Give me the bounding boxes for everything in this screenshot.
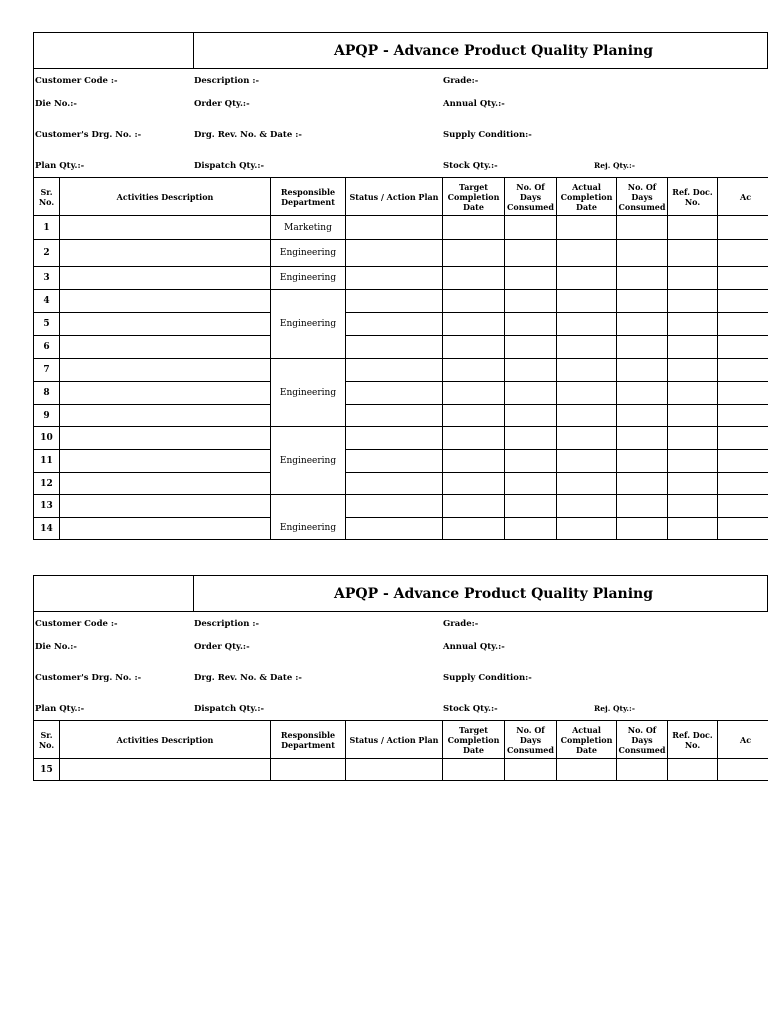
table-row — [34, 473, 768, 495]
apqp-sheet-2 — [33, 575, 768, 781]
grade-label: Grade:- — [443, 619, 479, 629]
table-cell[interactable] — [505, 405, 557, 427]
table-cell[interactable] — [668, 359, 718, 382]
activity-cell[interactable] — [60, 427, 271, 450]
apqp-sheet-1 — [33, 32, 768, 540]
table-cell[interactable] — [557, 473, 617, 495]
table-cell[interactable] — [443, 405, 505, 427]
sr-no-cell: 5 — [34, 313, 60, 336]
table-cell[interactable] — [505, 240, 557, 267]
title-row — [33, 32, 768, 69]
table-row — [34, 450, 768, 473]
logo-cell — [34, 33, 194, 68]
col-activities: Activities Description — [60, 178, 271, 216]
customer-code-label: Customer Code :- — [35, 76, 118, 86]
table-cell[interactable] — [443, 427, 505, 450]
sr-no-cell: 10 — [34, 427, 60, 450]
table-cell[interactable] — [718, 240, 768, 267]
table-cell[interactable] — [617, 518, 668, 540]
table-row — [34, 495, 768, 518]
col-actual-date: Actual Completion Date — [557, 721, 617, 759]
table-cell[interactable] — [557, 267, 617, 290]
grade-label: Grade:- — [443, 76, 479, 86]
responsible-cell: Engineering — [271, 240, 346, 267]
table-cell[interactable] — [557, 216, 617, 240]
table-cell[interactable] — [718, 267, 768, 290]
responsible-cell: Engineering — [271, 267, 346, 290]
table-cell[interactable] — [443, 450, 505, 473]
customer-drg-no-label: Customer's Drg. No. :- — [35, 130, 142, 140]
activity-cell[interactable] — [60, 405, 271, 427]
table-row — [34, 359, 768, 382]
table-row — [34, 240, 768, 267]
sheet-title: APQP - Advance Product Quality Planing — [194, 33, 768, 68]
col-days-consumed-1: No. Of Days Consumed — [505, 178, 557, 216]
activity-cell[interactable] — [60, 336, 271, 359]
table-cell[interactable] — [718, 382, 768, 405]
activity-cell[interactable] — [60, 267, 271, 290]
table-cell[interactable] — [617, 359, 668, 382]
customer-drg-no-label: Customer's Drg. No. :- — [35, 673, 142, 683]
responsible-cell-merged: Engineering — [271, 290, 346, 359]
activity-table — [33, 720, 768, 781]
table-cell[interactable] — [617, 336, 668, 359]
table-row — [34, 405, 768, 427]
table-cell[interactable] — [718, 216, 768, 240]
table-cell[interactable] — [505, 359, 557, 382]
supply-condition-label: Supply Condition:- — [443, 673, 532, 683]
table-cell[interactable] — [617, 313, 668, 336]
table-cell[interactable] — [443, 216, 505, 240]
drg-rev-label: Drg. Rev. No. & Date :- — [194, 130, 302, 140]
sr-no-cell: 11 — [34, 450, 60, 473]
table-cell[interactable] — [443, 495, 505, 518]
table-cell[interactable] — [668, 313, 718, 336]
table-cell[interactable] — [557, 450, 617, 473]
table-cell[interactable] — [668, 240, 718, 267]
table-row — [34, 313, 768, 336]
activity-cell[interactable] — [60, 240, 271, 267]
table-cell[interactable] — [668, 427, 718, 450]
table-cell[interactable] — [718, 495, 768, 518]
activity-cell[interactable] — [60, 216, 271, 240]
description-label: Description :- — [194, 619, 260, 629]
col-target-date: Target Completion Date — [443, 178, 505, 216]
col-sr-no: Sr. No. — [34, 721, 60, 759]
table-cell[interactable] — [443, 359, 505, 382]
table-cell[interactable] — [346, 359, 443, 382]
supply-condition-label: Supply Condition:- — [443, 130, 532, 140]
sr-no-cell: 3 — [34, 267, 60, 290]
table-cell[interactable] — [346, 405, 443, 427]
col-responsible: Responsible Department — [271, 721, 346, 759]
table-cell[interactable] — [505, 427, 557, 450]
table-cell[interactable] — [505, 495, 557, 518]
dispatch-qty-label: Dispatch Qty.:- — [194, 161, 264, 171]
responsible-cell-merged: Engineering — [271, 495, 346, 540]
table-cell[interactable] — [668, 759, 718, 781]
table-cell[interactable] — [617, 290, 668, 313]
rej-qty-label: Rej. Qty.:- — [594, 161, 635, 170]
activity-table — [33, 177, 768, 540]
table-cell[interactable] — [617, 473, 668, 495]
sr-no-cell: 14 — [34, 518, 60, 540]
sr-no-cell: 6 — [34, 336, 60, 359]
table-cell[interactable] — [718, 336, 768, 359]
col-status: Status / Action Plan — [346, 178, 443, 216]
col-cut: Ac — [718, 178, 768, 216]
table-cell[interactable] — [718, 759, 768, 781]
table-cell[interactable] — [346, 382, 443, 405]
table-cell[interactable] — [346, 290, 443, 313]
col-actual-date: Actual Completion Date — [557, 178, 617, 216]
table-cell[interactable] — [346, 267, 443, 290]
table-cell[interactable] — [505, 313, 557, 336]
table-cell[interactable] — [617, 495, 668, 518]
col-days-consumed-2: No. Of Days Consumed — [617, 721, 668, 759]
col-days-consumed-2: No. Of Days Consumed — [617, 178, 668, 216]
sheet1-body — [34, 216, 768, 540]
table-cell[interactable] — [557, 759, 617, 781]
table-cell[interactable] — [617, 240, 668, 267]
table-cell[interactable] — [557, 290, 617, 313]
info-block — [33, 69, 768, 177]
col-ref-doc: Ref. Doc. No. — [668, 178, 718, 216]
sr-no-cell: 12 — [34, 473, 60, 495]
order-qty-label: Order Qty.:- — [194, 642, 250, 652]
table-row — [34, 336, 768, 359]
table-cell[interactable] — [557, 518, 617, 540]
table-cell[interactable] — [443, 240, 505, 267]
col-responsible: Responsible Department — [271, 178, 346, 216]
activity-cell[interactable] — [60, 518, 271, 540]
table-cell[interactable] — [505, 759, 557, 781]
table-cell[interactable] — [718, 359, 768, 382]
table-cell[interactable] — [617, 427, 668, 450]
table-cell[interactable] — [505, 518, 557, 540]
table-cell[interactable] — [443, 313, 505, 336]
table-cell[interactable] — [668, 336, 718, 359]
rej-qty-label: Rej. Qty.:- — [594, 704, 635, 713]
table-cell[interactable] — [346, 495, 443, 518]
table-cell[interactable] — [346, 427, 443, 450]
table-cell[interactable] — [668, 450, 718, 473]
table-cell[interactable] — [505, 267, 557, 290]
table-cell[interactable] — [443, 290, 505, 313]
table-cell[interactable] — [443, 518, 505, 540]
table-cell[interactable] — [557, 240, 617, 267]
header-row — [34, 178, 768, 216]
table-cell[interactable] — [718, 290, 768, 313]
table-row — [34, 427, 768, 450]
table-cell[interactable] — [718, 405, 768, 427]
table-cell[interactable] — [346, 240, 443, 267]
table-cell[interactable] — [718, 518, 768, 540]
table-cell[interactable] — [557, 405, 617, 427]
table-cell[interactable] — [557, 427, 617, 450]
responsible-cell-merged: Engineering — [271, 427, 346, 495]
table-cell[interactable] — [718, 313, 768, 336]
responsible-cell — [271, 759, 346, 781]
table-cell[interactable] — [346, 518, 443, 540]
table-cell[interactable] — [346, 450, 443, 473]
table-cell[interactable] — [346, 216, 443, 240]
table-cell[interactable] — [718, 473, 768, 495]
table-cell[interactable] — [617, 267, 668, 290]
table-cell[interactable] — [617, 759, 668, 781]
order-qty-label: Order Qty.:- — [194, 99, 250, 109]
table-cell[interactable] — [617, 450, 668, 473]
table-cell[interactable] — [505, 336, 557, 359]
table-row — [34, 759, 768, 781]
sheet-title: APQP - Advance Product Quality Planing — [194, 576, 768, 611]
responsible-cell: Marketing — [271, 216, 346, 240]
header-row — [34, 721, 768, 759]
table-row — [34, 290, 768, 313]
sr-no-cell: 13 — [34, 495, 60, 518]
table-row — [34, 216, 768, 240]
activity-cell[interactable] — [60, 759, 271, 781]
description-label: Description :- — [194, 76, 260, 86]
table-cell[interactable] — [443, 382, 505, 405]
table-cell[interactable] — [443, 267, 505, 290]
table-cell[interactable] — [557, 359, 617, 382]
table-cell[interactable] — [346, 336, 443, 359]
table-cell[interactable] — [668, 216, 718, 240]
table-cell[interactable] — [505, 450, 557, 473]
col-ref-doc: Ref. Doc. No. — [668, 721, 718, 759]
table-cell[interactable] — [668, 382, 718, 405]
activity-cell[interactable] — [60, 473, 271, 495]
table-cell[interactable] — [557, 495, 617, 518]
table-cell[interactable] — [557, 313, 617, 336]
stock-qty-label: Stock Qty.:- — [443, 704, 498, 714]
die-no-label: Die No.:- — [35, 642, 77, 652]
table-row — [34, 518, 768, 540]
table-cell[interactable] — [505, 473, 557, 495]
info-block — [33, 612, 768, 720]
table-cell[interactable] — [668, 473, 718, 495]
table-cell[interactable] — [505, 290, 557, 313]
stock-qty-label: Stock Qty.:- — [443, 161, 498, 171]
table-cell[interactable] — [557, 382, 617, 405]
drg-rev-label: Drg. Rev. No. & Date :- — [194, 673, 302, 683]
table-cell[interactable] — [617, 382, 668, 405]
logo-cell — [34, 576, 194, 611]
table-row — [34, 382, 768, 405]
table-cell[interactable] — [668, 495, 718, 518]
activity-cell[interactable] — [60, 495, 271, 518]
table-cell[interactable] — [346, 313, 443, 336]
activity-cell[interactable] — [60, 313, 271, 336]
col-target-date: Target Completion Date — [443, 721, 505, 759]
table-cell[interactable] — [443, 336, 505, 359]
table-cell[interactable] — [718, 427, 768, 450]
responsible-cell-merged: Engineering — [271, 359, 346, 427]
sr-no-cell: 1 — [34, 216, 60, 240]
table-cell[interactable] — [443, 759, 505, 781]
die-no-label: Die No.:- — [35, 99, 77, 109]
table-cell[interactable] — [668, 518, 718, 540]
activity-cell[interactable] — [60, 382, 271, 405]
sheet2-body — [34, 759, 768, 781]
annual-qty-label: Annual Qty.:- — [443, 642, 505, 652]
table-cell[interactable] — [718, 450, 768, 473]
table-cell[interactable] — [617, 216, 668, 240]
table-row — [34, 267, 768, 290]
customer-code-label: Customer Code :- — [35, 619, 118, 629]
sr-no-cell: 7 — [34, 359, 60, 382]
plan-qty-label: Plan Qty.:- — [35, 704, 85, 714]
sr-no-cell: 4 — [34, 290, 60, 313]
table-cell[interactable] — [668, 267, 718, 290]
table-cell[interactable] — [668, 290, 718, 313]
table-cell[interactable] — [505, 382, 557, 405]
activity-cell[interactable] — [60, 290, 271, 313]
col-activities: Activities Description — [60, 721, 271, 759]
col-sr-no: Sr. No. — [34, 178, 60, 216]
col-cut: Ac — [718, 721, 768, 759]
table-cell[interactable] — [557, 336, 617, 359]
title-row — [33, 575, 768, 612]
table-cell[interactable] — [668, 405, 718, 427]
col-days-consumed-1: No. Of Days Consumed — [505, 721, 557, 759]
dispatch-qty-label: Dispatch Qty.:- — [194, 704, 264, 714]
sr-no-cell: 15 — [34, 759, 60, 781]
table-cell[interactable] — [505, 216, 557, 240]
table-cell[interactable] — [443, 473, 505, 495]
table-cell[interactable] — [617, 405, 668, 427]
plan-qty-label: Plan Qty.:- — [35, 161, 85, 171]
table-cell[interactable] — [346, 759, 443, 781]
table-cell[interactable] — [346, 473, 443, 495]
sr-no-cell: 8 — [34, 382, 60, 405]
activity-cell[interactable] — [60, 450, 271, 473]
sr-no-cell: 2 — [34, 240, 60, 267]
annual-qty-label: Annual Qty.:- — [443, 99, 505, 109]
sr-no-cell: 9 — [34, 405, 60, 427]
activity-cell[interactable] — [60, 359, 271, 382]
col-status: Status / Action Plan — [346, 721, 443, 759]
